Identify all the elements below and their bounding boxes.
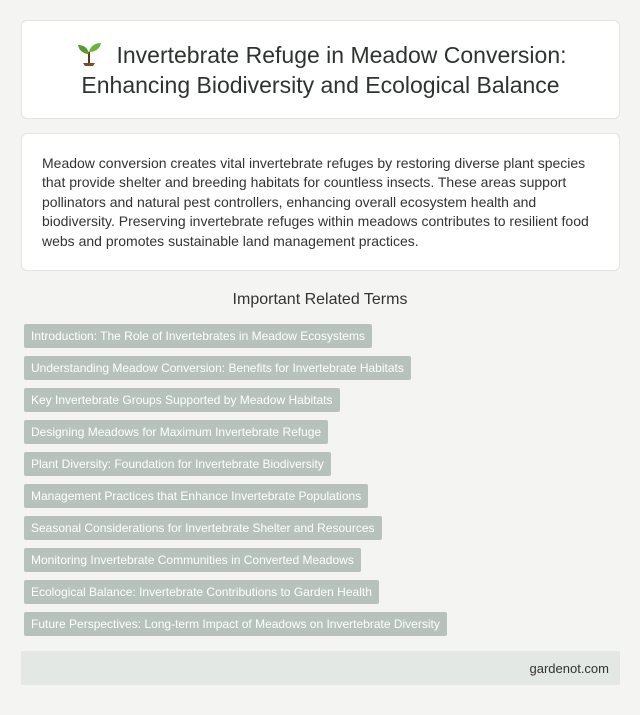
term-tag[interactable]: Key Invertebrate Groups Supported by Meadow Habitats <box>24 388 340 412</box>
term-tag[interactable]: Designing Meadows for Maximum Invertebrate Refuge <box>24 420 328 444</box>
summary-text: Meadow conversion creates vital invertebrate refuges by restoring diverse plant species that provide shelter and breeding habitats for countless insects. These areas support pollinators and natural pest controllers, enhancing overall ecosystem health and biodiversity. Preserving invertebrate refuges within meadows contributes to resilient food webs and promotes sustainable land management practices. <box>42 155 589 249</box>
related-terms-list <box>24 324 624 644</box>
term-tag[interactable]: Introduction: The Role of Invertebrates in Meadow Ecosystems <box>24 324 372 348</box>
related-terms-heading: Important Related Terms <box>232 291 408 308</box>
page-title <box>22 40 619 100</box>
term-tag[interactable]: Seasonal Considerations for Invertebrate Shelter and Resources <box>24 516 382 540</box>
term-tag[interactable]: Monitoring Invertebrate Communities in Converted Meadows <box>24 548 361 572</box>
page-title-text: Invertebrate Refuge in Meadow Conversion: Enhancing Biodiversity and Ecological Balance <box>81 41 567 98</box>
title-card <box>21 20 620 119</box>
footer-site-name[interactable]: gardenot.com <box>529 660 609 676</box>
term-tag[interactable]: Plant Diversity: Foundation for Invertebrate Biodiversity <box>24 452 331 476</box>
sprout-icon <box>74 42 104 66</box>
term-tag[interactable]: Future Perspectives: Long-term Impact of Meadows on Invertebrate Diversity <box>24 612 447 636</box>
term-tag[interactable]: Understanding Meadow Conversion: Benefits for Invertebrate Habitats <box>24 356 411 380</box>
term-tag[interactable]: Management Practices that Enhance Invertebrate Populations <box>24 484 368 508</box>
term-tag[interactable]: Ecological Balance: Invertebrate Contributions to Garden Health <box>24 580 379 604</box>
footer <box>21 651 620 685</box>
summary-card <box>21 133 620 271</box>
